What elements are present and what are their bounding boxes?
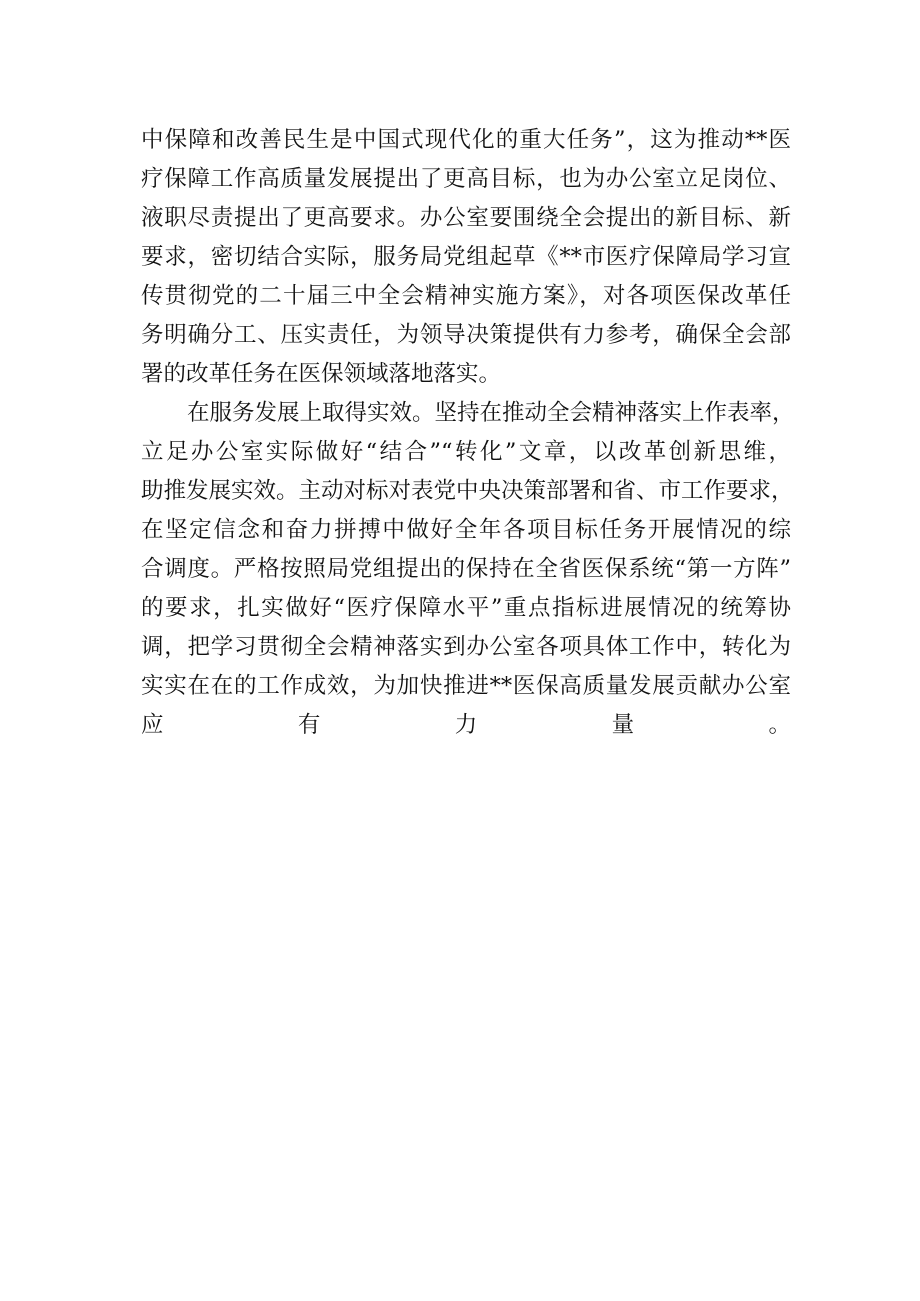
paragraph-1 [141, 121, 791, 394]
paragraph-2 [141, 394, 795, 784]
text-line: 的要求，扎实做好“医疗保障水平”重点指标进展情况的统筹协 [141, 595, 791, 621]
text-line: 要求，密切结合实际，服务局党组起草《**市医疗保障局学习宣 [141, 244, 791, 270]
text-line: 署的改革任务在医保领域落地落实。 [141, 361, 502, 387]
text-line: 立足办公室实际做好“结合”“转化”文章，以改革创新思维， [141, 439, 791, 465]
document-body [141, 121, 795, 784]
text-line: 合调度。严格按照局党组提出的保持在全省医保系统“第一方阵” [141, 556, 791, 582]
text-line: 应有力量。 [141, 712, 791, 738]
text-line: 调，把学习贯彻全会精神落实到办公室各项具体工作中，转化为 [141, 634, 791, 660]
text-line: 助推发展实效。主动对标对表党中央决策部署和省、市工作要求， [141, 478, 794, 504]
text-line: 在服务发展上取得实效。坚持在推动全会精神落实上作表率， [187, 400, 795, 426]
text-line: 务明确分工、压实责任，为领导决策提供有力参考，确保全会部 [141, 322, 791, 348]
text-line: 在坚定信念和奋力拼搏中做好全年各项目标任务开展情况的综 [141, 517, 791, 543]
text-line: 传贯彻党的二十届三中全会精神实施方案》，对各项医保改革任 [141, 283, 791, 309]
text-line: 实实在在的工作成效，为加快推进**医保高质量发展贡献办公室 [141, 673, 791, 699]
text-line: 中保障和改善民生是中国式现代化的重大任务”，这为推动**医 [141, 127, 791, 153]
text-line: 液职尽责提出了更高要求。办公室要围绕全会提出的新目标、新 [141, 205, 791, 231]
text-line [141, 745, 791, 784]
text-line: 疗保障工作高质量发展提出了更高目标，也为办公室立足岗位、 [141, 166, 791, 192]
